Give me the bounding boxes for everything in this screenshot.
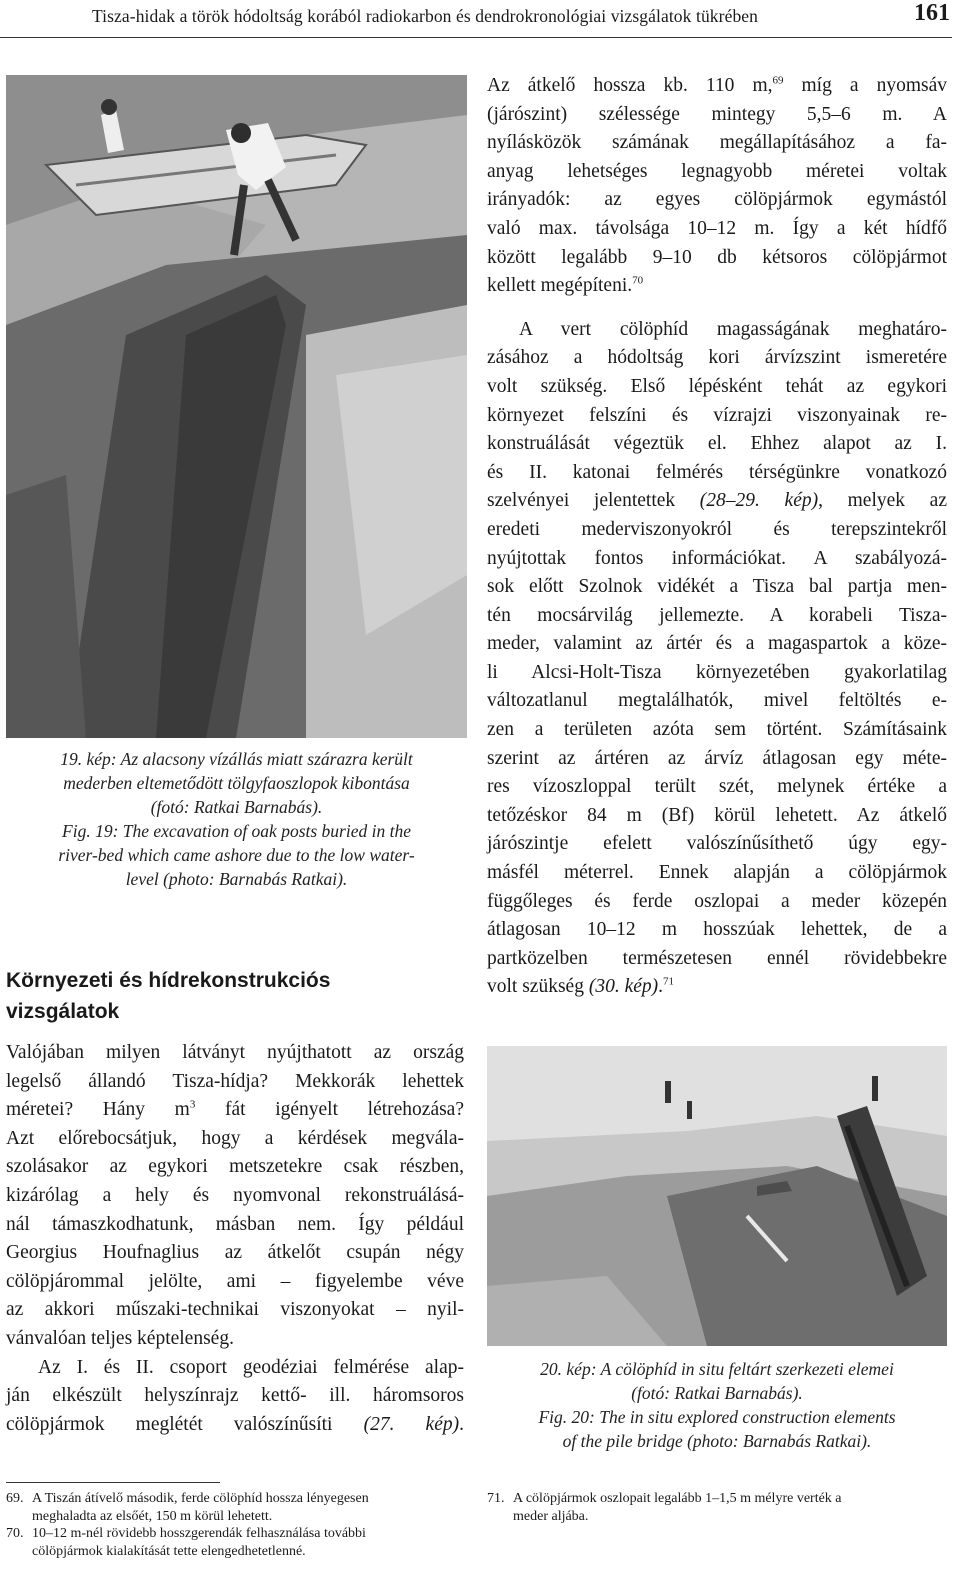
- footnote-number: 71.: [487, 1491, 505, 1506]
- text-line: vánvalóan teljes képtelenség.: [6, 1327, 234, 1349]
- text-line: az akkori műszaki-technikai viszonyokat – nyil-: [6, 1299, 464, 1321]
- figure-20-photo: [487, 1046, 947, 1346]
- text-line: zen a területen azóta sem történt. Számításaink: [487, 719, 947, 741]
- text-line: kizárólag a hely és nyomvonal rekonstruálásá-: [6, 1184, 464, 1206]
- footnote-69: [6, 1490, 466, 1525]
- excavation-photo-drawing: [6, 75, 467, 738]
- text-line: járószintje efelett valószínűsíthető úgy egy-: [487, 833, 947, 855]
- footnote-text: [32, 1490, 369, 1525]
- text-line: átlagosan 10–12 m hosszúak lehettek, de a: [487, 919, 947, 941]
- text-segment: , melyek az: [818, 490, 947, 512]
- text-line: eredeti mederviszonyokról és terepszintekről: [487, 518, 947, 540]
- caption-en-line: river-bed which came ashore due to the low water-: [58, 845, 415, 865]
- section-heading: [6, 965, 466, 1027]
- text-line: nyílásközök számának megállapításához a fa-: [487, 132, 947, 154]
- paragraph: [6, 1039, 464, 1354]
- text-line: szerint az ártéren az árvíz átlagosan egy méte-: [487, 747, 947, 769]
- text-segment: fát igényelt létrehozása?: [195, 1099, 464, 1121]
- footnote-ref: 69: [772, 74, 784, 87]
- text-line: [487, 973, 947, 1002]
- text-line: cölöpjárommal jelölte, ami – figyelembe véve: [6, 1270, 464, 1292]
- caption-en-line: of the pile bridge (photo: Barnabás Ratkai).: [562, 1431, 872, 1451]
- text-line: Az I. és II. csoport geodéziai felmérése alap-: [38, 1356, 464, 1378]
- text-line: A vert cölöphíd magasságának meghatáro-: [519, 318, 947, 340]
- footnote-text: [513, 1490, 842, 1525]
- caption-hu-line: 19. kép: Az alacsony vízállás miatt szárazra került: [60, 749, 413, 769]
- caption-en-line: Fig. 20: The in situ explored construction elements: [538, 1407, 896, 1427]
- footnote-line: cölöpjármok kialakítását tette elengedhetetlenné.: [32, 1543, 306, 1559]
- text-segment: kellett megépíteni.: [487, 275, 633, 297]
- text-segment: Az átkelő hossza kb. 110 m,: [487, 75, 773, 96]
- footnote-rule: [6, 1482, 220, 1483]
- footnote-ref: 71: [663, 975, 675, 988]
- footnote-line: A Tiszán átívelő második, ferde cölöphíd hossza lényegesen: [32, 1491, 369, 1506]
- text-line: tén mocsárvilág jellemezte. A korabeli Tisza-: [487, 604, 947, 626]
- figure-reference: (27. kép): [363, 1413, 460, 1435]
- heading-line: vizsgálatok: [6, 1000, 120, 1023]
- text-line: függőleges és ferde oszlopai a meder közepén: [487, 890, 947, 912]
- text-line: Valójában milyen látványt nyújthatott az ország: [6, 1042, 464, 1063]
- text-segment: volt szükség: [487, 976, 589, 998]
- text-line: tetőzéskor 84 m (Bf) körül lehetett. Az átkelő: [487, 804, 947, 826]
- text-line: Georgius Houfnaglius az átkelőt csupán négy: [6, 1242, 464, 1264]
- left-column: [6, 1039, 464, 1439]
- caption-en-line: level (photo: Barnabás Ratkai).: [125, 869, 348, 889]
- text-segment: cölöpjármok meglétét valószínűsíti: [6, 1413, 364, 1435]
- text-line: változatlanul megtalálhatók, mivel feltöltés e-: [487, 690, 947, 712]
- page-number: 161: [914, 0, 950, 26]
- figure-19-photo: [6, 75, 467, 738]
- text-line: [487, 72, 947, 101]
- figure-reference: (30. kép): [588, 976, 659, 998]
- paragraph: [6, 1354, 464, 1440]
- footnote-ref: 70: [632, 274, 644, 287]
- text-line: zásához a hódoltság kori árvízszint ismeretére: [487, 347, 947, 369]
- caption-hu-line: mederben eltemetődött tölgyfaoszlopok kibontása: [63, 773, 410, 793]
- text-line: konstruálását végeztük el. Ehhez alapot az I.: [487, 433, 947, 455]
- footnote-text: [32, 1525, 366, 1560]
- text-segment: míg a nyomsáv: [783, 75, 947, 96]
- text-line: környezet felszíni és vízrajzi viszonyainak re-: [487, 404, 947, 426]
- text-line: volt szükség. Első lépésként tehát az egykori: [487, 375, 947, 397]
- text-line: [487, 272, 947, 301]
- caption-hu-line: (fotó: Ratkai Barnabás).: [631, 1383, 803, 1403]
- text-line: li Alcsi-Holt-Tisza környezetében gyakorlatilag: [487, 661, 947, 683]
- text-segment: .: [459, 1413, 464, 1435]
- running-title: Tisza-hidak a török hódoltság korából radiokarbon és dendrokronológiai vizsgálatok tükrében: [92, 6, 759, 26]
- text-segment: méretei? Hány m: [6, 1099, 190, 1121]
- text-line: és II. katonai felmérés térségünkre vonatkozó: [487, 461, 947, 483]
- text-line: ján elkészült helyszínrajz kettő- ill. háromsoros: [6, 1385, 464, 1407]
- text-line: szolásakor az egykori metszetekre csak részben,: [6, 1156, 464, 1178]
- text-line: másfél méterrel. Ennek alapján a cölöpjármok: [487, 862, 947, 884]
- text-line: irányadók: az egyes cölöpjármok egymástól: [487, 189, 947, 211]
- paragraph: [487, 72, 947, 301]
- footnote-number: 70.: [6, 1526, 24, 1541]
- figure-20-caption: [487, 1357, 947, 1453]
- text-line: legelső állandó Tisza-hídja? Mekkorák lehettek: [6, 1070, 464, 1092]
- text-line: res vízoszloppal terült szét, melynek értéke a: [487, 776, 947, 798]
- footnote-line: meder aljába.: [513, 1508, 589, 1524]
- figure-reference: (28–29. kép): [699, 490, 819, 512]
- footnote-line: A cölöpjármok oszlopait legalább 1–1,5 m mélyre verték a: [513, 1491, 842, 1506]
- text-segment: szelvényei jelentettek: [487, 490, 700, 512]
- text-line: sok előtt Szolnok vidékét a Tisza bal partja men-: [487, 576, 947, 598]
- text-line: nyújtottak fontos információkat. A szabályozá-: [487, 547, 947, 569]
- caption-en-line: Fig. 19: The excavation of oak posts buried in the: [62, 821, 411, 841]
- text-line: [6, 1411, 464, 1440]
- footnote-line: meghaladta az elsőét, 150 m körül lehetett.: [32, 1508, 273, 1524]
- superscript: 3: [189, 1098, 196, 1111]
- pile-bridge-photo-drawing: [487, 1046, 947, 1346]
- footnotes-left: [6, 1490, 466, 1560]
- footnote-line: 10–12 m-nél rövidebb hosszgerendák felhasználása további: [32, 1526, 366, 1541]
- caption-hu-line: 20. kép: A cölöphíd in situ feltárt szerkezeti elemei: [540, 1359, 894, 1379]
- text-line: Azt előrebocsátjuk, hogy a kérdések megvála-: [6, 1127, 464, 1149]
- text-line: között legalább 9–10 db kétsoros cölöpjármot: [487, 246, 947, 268]
- text-segment: .: [658, 976, 664, 998]
- header-rule: [0, 37, 952, 38]
- heading-line: Környezeti és hídrekonstrukciós: [6, 969, 331, 992]
- right-column: [487, 72, 947, 1002]
- footnote-70: [6, 1525, 466, 1560]
- figure-19-caption: [6, 747, 467, 891]
- text-line: [6, 1096, 464, 1125]
- text-line: meder, valamint az ártér és a magaspartok a köze-: [487, 633, 947, 655]
- footnote-71: [487, 1490, 947, 1525]
- running-header: [0, 0, 960, 38]
- caption-hu-line: (fotó: Ratkai Barnabás).: [150, 797, 323, 817]
- text-line: anyag lehetséges legnagyobb méretei voltak: [487, 160, 947, 182]
- text-line: (járószint) szélessége mintegy 5,5–6 m. A: [487, 103, 947, 125]
- footnote-number: 69.: [6, 1491, 24, 1506]
- text-line: [487, 487, 947, 516]
- footnotes-right: [487, 1490, 947, 1525]
- text-line: való max. távolsága 10–12 m. Így a két hídfő: [487, 217, 947, 239]
- paragraph: [487, 316, 947, 1002]
- text-line: partközelben természetesen ennél rövidebbekre: [487, 947, 947, 969]
- text-line: nál támaszkodhatunk, másban nem. Így például: [6, 1213, 464, 1235]
